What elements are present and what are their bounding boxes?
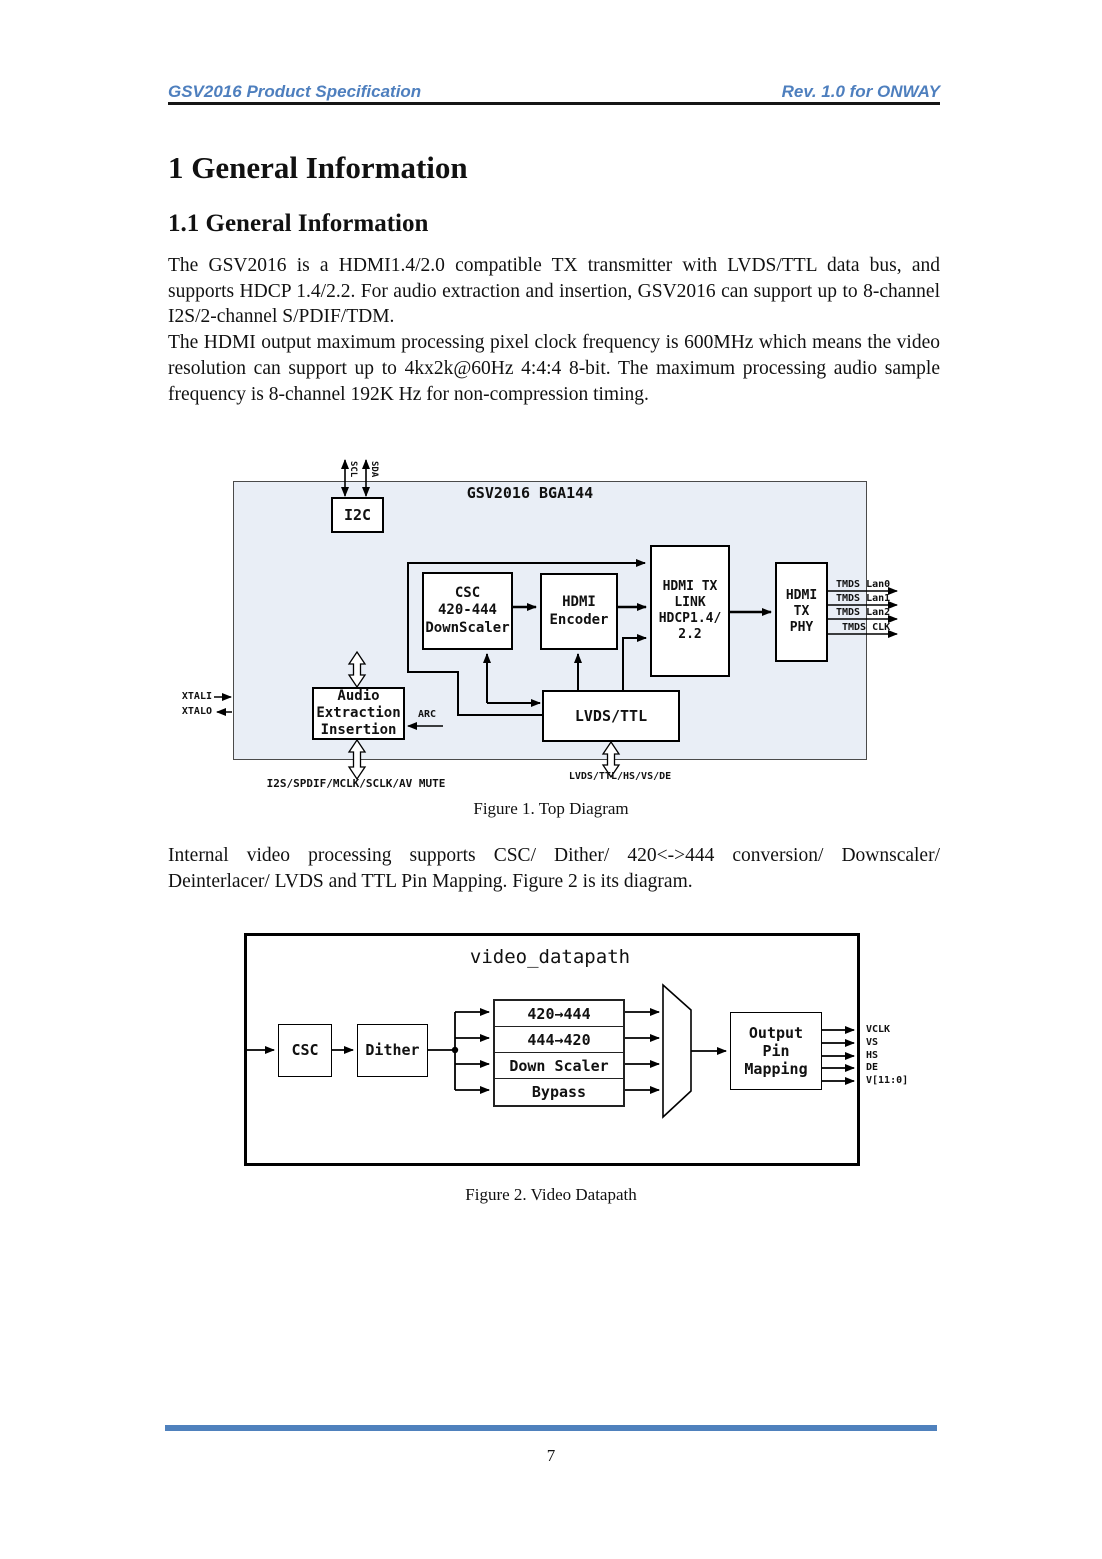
fig1-chip-title: GSV2016 BGA144 <box>466 484 594 502</box>
fig1-pin-tmds-lane2: TMDS Lan2 <box>836 607 891 618</box>
fig1-pin-arc: ARC <box>418 709 437 720</box>
header-right-title: Rev. 1.0 for ONWAY <box>781 82 940 101</box>
fig1-block-lvds-ttl: LVDS/TTL <box>542 690 680 742</box>
fig1-block-audio-extraction: Audio Extraction Insertion <box>312 687 405 740</box>
fig1-pin-audio-bus: I2S/SPDIF/MCLK/SCLK/AV MUTE <box>266 777 446 790</box>
audio-bottom-bus-arrow <box>349 740 365 779</box>
fig2-block-dither: Dither <box>357 1024 428 1077</box>
paragraph-1: The GSV2016 is a HDMI1.4/2.0 compatible TX transmitter with LVDS/TTL data bus, and supports HDCP 1.4/2.2. For audio extraction and insertion, GSV2016 can support up to 8-channel I2S/2-channel S/PDIF/TDM. <box>168 255 940 328</box>
fig1-pin-tmds-lane1: TMDS Lan1 <box>836 593 891 604</box>
header-rule <box>168 102 940 105</box>
fig1-block-csc-downscaler: CSC 420-444 DownScaler <box>422 572 513 650</box>
page-number: 7 <box>546 1446 556 1465</box>
intro-paragraphs <box>168 253 940 407</box>
subsection-heading: 1.1 General Information <box>168 210 429 237</box>
fig1-pin-sda: SDA <box>369 461 379 478</box>
fig2-path-420-444: 420→444 <box>495 1001 623 1027</box>
fig2-path-stack <box>493 999 625 1107</box>
fig2-out-vclk: VCLK <box>866 1024 891 1035</box>
fig2-path-down-scaler: Down Scaler <box>495 1053 623 1079</box>
fig1-block-hdmi-encoder: HDMI Encoder <box>540 573 618 650</box>
fig1-pin-scl: SCL <box>348 461 358 478</box>
paragraph-2: The HDMI output maximum processing pixel clock frequency is 600MHz which means the video resolution can support up to 4kx2k@60Hz 4:4:4 8-bit. The maximum processing audio sample frequency is 8-channel 192K Hz for non-compression timing. <box>168 332 940 405</box>
fig2-block-csc: CSC <box>278 1024 332 1077</box>
fig1-pin-tmds-clk: TMDS CLK <box>842 622 891 633</box>
fig2-caption: Figure 2. Video Datapath <box>465 1185 637 1204</box>
fig1-pin-lvds-bus: LVDS/TTL/HS/VS/DE <box>568 771 672 782</box>
fig1-caption: Figure 1. Top Diagram <box>473 799 629 818</box>
fig2-out-vs: VS <box>866 1037 879 1048</box>
fig1-pin-xtali: XTALI <box>181 691 212 702</box>
fig2-path-bypass: Bypass <box>531 1083 587 1101</box>
fig2-path-444-420: 444→420 <box>495 1027 623 1053</box>
fig2-title: video_datapath <box>469 946 631 968</box>
lvds-to-link-wire <box>623 638 646 690</box>
fig1-block-hdmi-tx-link: HDMI TX LINK HDCP1.4/ 2.2 <box>650 545 730 677</box>
fig1-pin-tmds-lane0: TMDS Lan0 <box>836 579 891 590</box>
fig2-out-de: DE <box>866 1062 879 1073</box>
fig2-block-output-pin-mapping: Output Pin Mapping <box>730 1012 822 1090</box>
header-left-title: GSV2016 Product Specification <box>168 82 422 101</box>
fig2-out-hs: HS <box>866 1050 879 1061</box>
fig1-block-hdmi-tx-phy: HDMI TX PHY <box>775 562 828 662</box>
fig1-block-i2c: I2C <box>331 497 384 533</box>
fig2-mux-shape <box>663 985 691 1117</box>
section-heading: 1 General Information <box>168 150 468 185</box>
audio-top-bus-arrow <box>349 652 365 687</box>
fig2-out-v11-0: V[11:0] <box>866 1075 909 1086</box>
footer-rule <box>165 1425 937 1431</box>
paragraph-3: Internal video processing supports CSC/ Dither/ 420<->444 conversion/ Downscaler/ Deinterlacer/ LVDS and TTL Pin Mapping. Figure 2 is its diagram. <box>168 845 940 892</box>
fig1-pin-xtalo: XTALO <box>181 706 212 717</box>
